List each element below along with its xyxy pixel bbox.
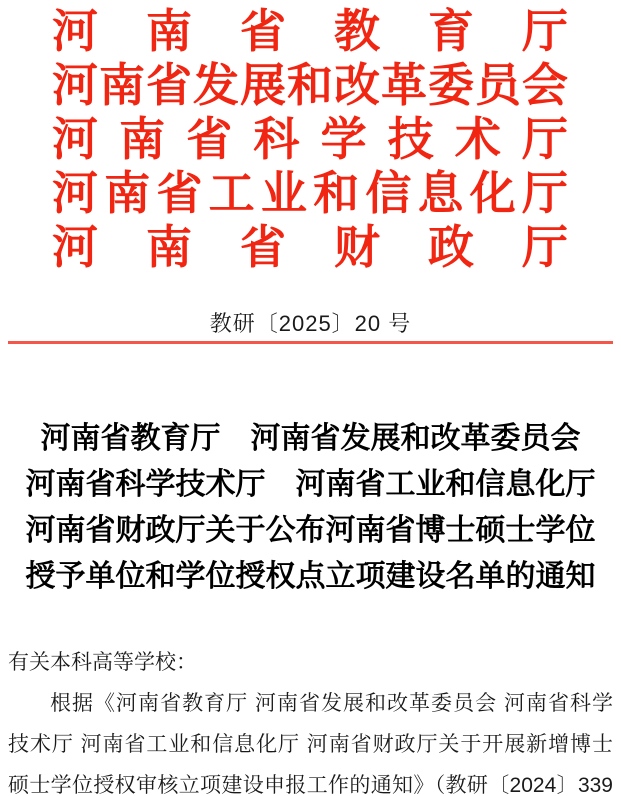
title-line-4: 授予单位和学位授权点立项建设名单的通知 (25, 560, 596, 593)
agency-line-science-technology: 河 南 省 科 学 技 术 厅 (52, 113, 568, 165)
paragraph-line-2: 技术厅 河南省工业和信息化厅 河南省财政厅关于开展新增博士 (8, 733, 613, 756)
title-line-2: 河南省科学技术厅 河南省工业和信息化厅 (25, 468, 596, 501)
document-letterhead (52, 4, 568, 274)
title-line-1: 河南省教育厅 河南省发展和改革委员会 (40, 422, 581, 455)
paragraph-line-3: 硕士学位授权审核立项建设申报工作的通知》（教研〔2024〕339 (8, 774, 613, 796)
agency-line-finance: 河 南 省 财 政 厅 (52, 221, 568, 273)
paragraph-line-1: 根据《河南省教育厅 河南省发展和改革委员会 河南省科学 (50, 692, 613, 715)
agency-line-development-reform: 河 南 省 发 展 和 改 革 委 员 会 (52, 59, 568, 111)
document-title (0, 416, 621, 600)
agency-line-industry-information: 河 南 省 工 业 和 信 息 化 厅 (52, 167, 568, 219)
salutation-line: 有关本科高等学校： (8, 651, 197, 674)
title-line-3: 河南省财政厅关于公布河南省博士硕士学位 (25, 514, 596, 547)
document-number: 教研〔2025〕20 号 (209, 311, 412, 336)
agency-line-education: 河 南 省 教 育 厅 (52, 5, 568, 57)
red-divider-line (8, 341, 613, 344)
document-body (8, 642, 613, 796)
